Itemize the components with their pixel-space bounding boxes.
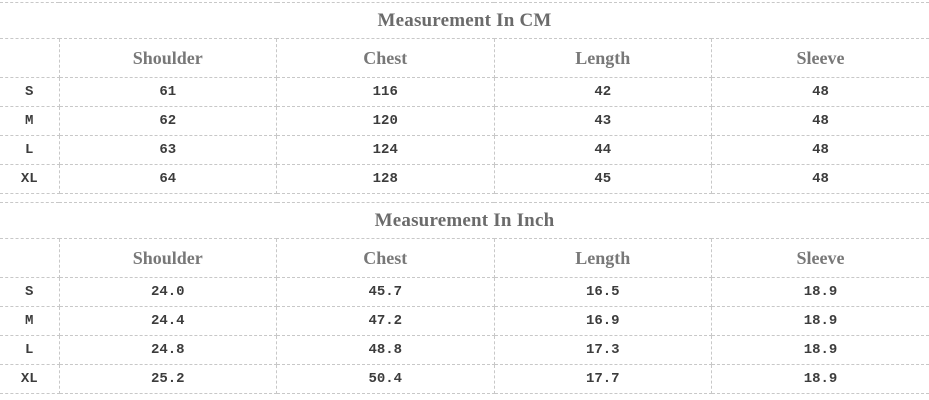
value-cell: 18.9 (712, 307, 929, 336)
measurement-table-inch (0, 202, 929, 394)
column-header-sleeve: Sleeve (712, 39, 929, 78)
table-row-l (0, 336, 929, 365)
table-header-row (0, 239, 929, 278)
value-cell: 24.8 (59, 336, 277, 365)
value-cell: 17.3 (494, 336, 712, 365)
table-row-xl (0, 165, 929, 194)
corner-cell (0, 39, 59, 78)
value-cell: 128 (277, 165, 495, 194)
table-title-row (0, 203, 929, 239)
value-cell: 116 (277, 78, 495, 107)
value-cell: 25.2 (59, 365, 277, 394)
value-cell: 61 (59, 78, 277, 107)
value-cell: 43 (494, 107, 712, 136)
table-row-s (0, 78, 929, 107)
column-header-length: Length (494, 39, 712, 78)
size-label: L (0, 136, 59, 165)
size-label: XL (0, 165, 59, 194)
value-cell: 48 (712, 136, 929, 165)
column-header-chest: Chest (277, 239, 495, 278)
value-cell: 48.8 (277, 336, 495, 365)
table-row-xl (0, 365, 929, 394)
size-label: M (0, 307, 59, 336)
size-label: M (0, 107, 59, 136)
value-cell: 24.0 (59, 278, 277, 307)
table-row-s (0, 278, 929, 307)
table-title-inch: Measurement In Inch (0, 203, 929, 239)
value-cell: 120 (277, 107, 495, 136)
value-cell: 62 (59, 107, 277, 136)
size-label: L (0, 336, 59, 365)
value-cell: 50.4 (277, 365, 495, 394)
table-title-cm: Measurement In CM (0, 3, 929, 39)
value-cell: 63 (59, 136, 277, 165)
value-cell: 18.9 (712, 336, 929, 365)
table-row-m (0, 307, 929, 336)
value-cell: 45 (494, 165, 712, 194)
value-cell: 45.7 (277, 278, 495, 307)
column-header-chest: Chest (277, 39, 495, 78)
table-header-row (0, 39, 929, 78)
column-header-sleeve: Sleeve (712, 239, 929, 278)
size-label: XL (0, 365, 59, 394)
value-cell: 48 (712, 107, 929, 136)
column-header-shoulder: Shoulder (59, 239, 277, 278)
value-cell: 42 (494, 78, 712, 107)
size-label: S (0, 278, 59, 307)
value-cell: 64 (59, 165, 277, 194)
value-cell: 18.9 (712, 365, 929, 394)
value-cell: 17.7 (494, 365, 712, 394)
column-header-length: Length (494, 239, 712, 278)
table-row-m (0, 107, 929, 136)
value-cell: 124 (277, 136, 495, 165)
value-cell: 44 (494, 136, 712, 165)
value-cell: 16.9 (494, 307, 712, 336)
measurement-table-cm (0, 2, 929, 194)
value-cell: 47.2 (277, 307, 495, 336)
column-header-shoulder: Shoulder (59, 39, 277, 78)
value-cell: 18.9 (712, 278, 929, 307)
table-row-l (0, 136, 929, 165)
table-title-row (0, 3, 929, 39)
value-cell: 16.5 (494, 278, 712, 307)
value-cell: 48 (712, 78, 929, 107)
value-cell: 24.4 (59, 307, 277, 336)
corner-cell (0, 239, 59, 278)
value-cell: 48 (712, 165, 929, 194)
size-label: S (0, 78, 59, 107)
